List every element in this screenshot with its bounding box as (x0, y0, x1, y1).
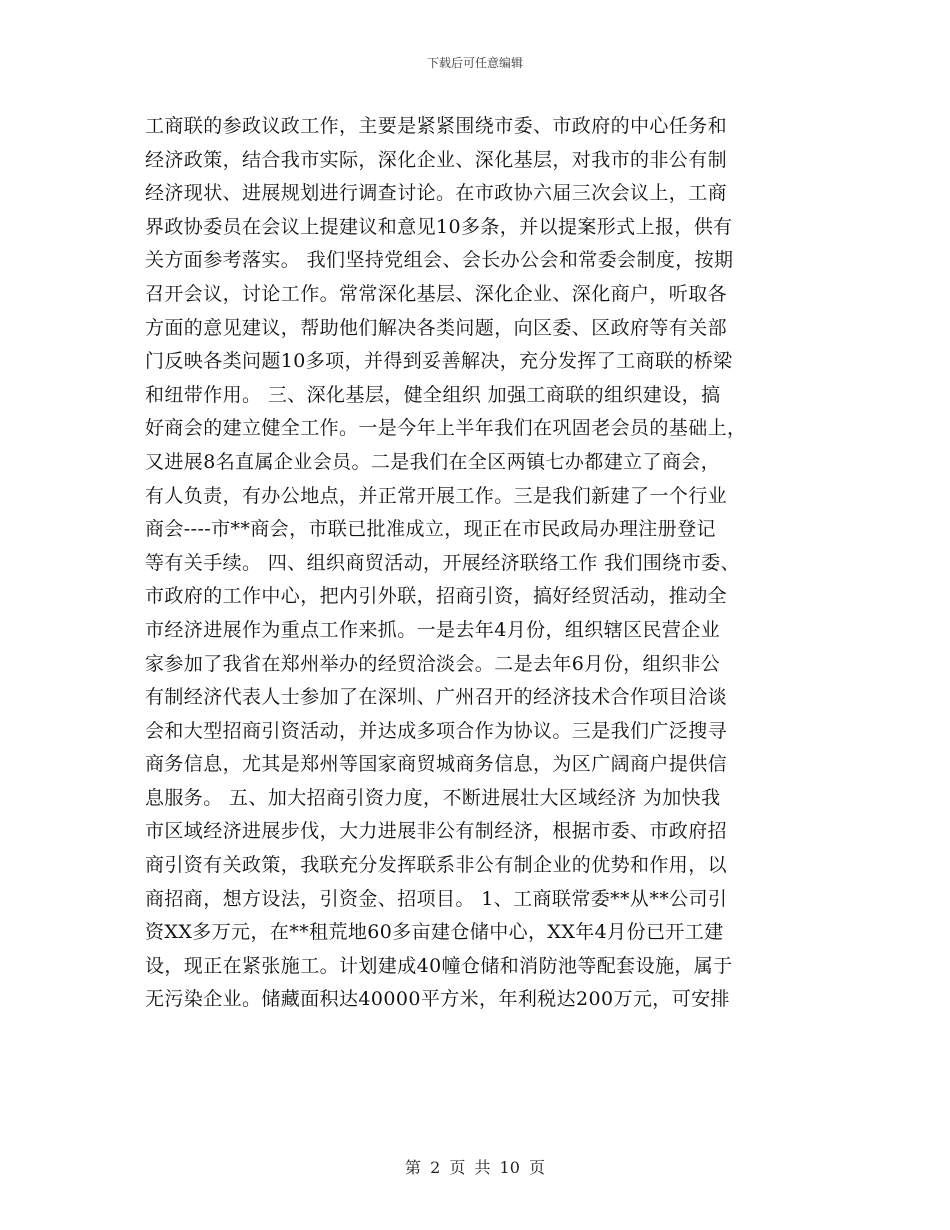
body-line: 资XX多万元，在**租荒地60多亩建仓储中心，XX年4月份已开工建 (145, 921, 724, 944)
body-line: 市经济进展作为重点工作来抓。一是去年4月份，组织辖区民营企业 (145, 618, 721, 641)
body-line: 经济现状、进展规划进行调查讨论。在市政协六届三次会议上，工商 (145, 182, 728, 205)
body-line: 方面的意见建议，帮助他们解决各类问题，向区委、区政府等有关部 (145, 316, 728, 339)
document-body (145, 110, 815, 1017)
body-line: 有制经济代表人士参加了在深圳、广州召开的经济技术合作项目洽谈 (145, 686, 728, 709)
body-line: 有人负责，有办公地点，并正常开展工作。三是我们新建了一个行业 (145, 484, 728, 507)
page-number-footer: 第 2 页 共 10 页 (405, 1158, 545, 1177)
body-line: 无污染企业。储藏面积达40000平方米，年利税达200万元，可安排 (145, 988, 730, 1011)
body-line: 商会----市**商会，市联已批准成立，现正在市民政局办理注册登记 (145, 518, 716, 541)
body-line: 市政府的工作中心，把内引外联，招商引资，搞好经贸活动，推动全 (145, 585, 728, 608)
body-line: 和纽带作用。 三、深化基层，健全组织 加强工商联的组织建设，搞 (145, 383, 721, 406)
body-line: 工商联的参政议政工作，主要是紧紧围绕市委、市政府的中心任务和 (145, 115, 728, 137)
body-line: 市区域经济进展步伐，大力进展非公有制经济，根据市委、市政府招 (145, 820, 728, 843)
body-line: 又进展8名直属企业会员。二是我们在全区两镇七办都建立了商会， (145, 450, 721, 473)
body-line: 商务信息，尤其是郑州等国家商贸城商务信息，为区广阔商户提供信 (145, 753, 728, 776)
body-line: 家参加了我省在郑州举办的经贸洽淡会。二是去年6月份，组织非公 (145, 652, 721, 675)
body-line: 设，现正在紧张施工。计划建成40幢仓储和消防池等配套设施，属于 (145, 954, 733, 977)
body-line: 商招商，想方设法，引资金、招项目。 1、工商联常委**从**公司引 (145, 887, 728, 910)
body-line: 等有关手续。 四、组织商贸活动，开展经济联络工作 我们围绕市委、 (145, 551, 740, 574)
page-header-note: 下载后可任意编辑 (426, 56, 523, 70)
body-line: 商引资有关政策，我联充分发挥联系非公有制企业的优势和作用，以 (145, 854, 728, 877)
body-line: 界政协委员在会议上提建议和意见10多条，并以提案形式上报，供有 (145, 215, 733, 238)
body-line: 好商会的建立健全工作。一是今年上半年我们在巩固老会员的基础上， (145, 417, 747, 440)
body-line: 息服务。 五、加大招商引资力度，不断进展壮大区域经济 为加快我 (145, 786, 721, 809)
body-line: 会和大型招商引资活动，并达成多项合作为协议。三是我们广泛搜寻 (145, 719, 728, 742)
body-line: 经济政策，结合我市实际，深化企业、深化基层，对我市的非公有制 (145, 148, 728, 171)
body-line: 召开会议，讨论工作。常常深化基层、深化企业、深化商户，听取各 (145, 282, 728, 305)
body-line: 关方面参考落实。 我们坚持党组会、会长办公会和常委会制度，按期 (145, 249, 734, 272)
body-line: 门反映各类问题10多项，并得到妥善解决，充分发挥了工商联的桥梁 (145, 350, 733, 373)
